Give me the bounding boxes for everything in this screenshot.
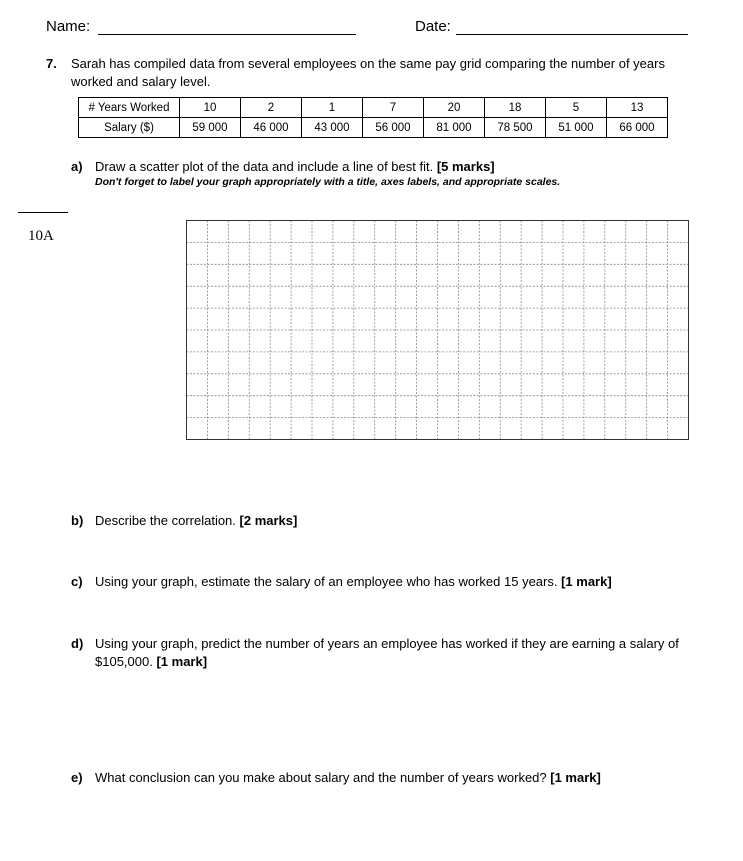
part-c-text: Using your graph, estimate the salary of an employee who has worked 15 years.: [95, 574, 558, 589]
row-label-years: # Years Worked: [79, 98, 180, 118]
years-cell: 1: [302, 98, 363, 118]
years-cell: 13: [607, 98, 668, 118]
salary-cell: 46 000: [241, 118, 302, 138]
salary-cell: 51 000: [546, 118, 607, 138]
margin-code: 10A: [28, 228, 54, 244]
part-c-label: c): [71, 574, 83, 589]
salary-cell: 66 000: [607, 118, 668, 138]
part-e-marks: [1 mark]: [550, 770, 601, 785]
date-blank-line[interactable]: [456, 34, 688, 35]
salary-cell: 43 000: [302, 118, 363, 138]
part-b-text: Describe the correlation.: [95, 513, 236, 528]
margin-score-line: [18, 212, 68, 213]
years-cell: 5: [546, 98, 607, 118]
part-e-label: e): [71, 770, 83, 785]
question-text-line1: Sarah has compiled data from several employees on the same pay grid comparing the number of years: [71, 56, 665, 71]
part-b: [71, 512, 297, 530]
table-row-salary: [79, 118, 668, 138]
part-e-text: What conclusion can you make about salary and the number of years worked?: [95, 770, 547, 785]
data-table: [78, 97, 668, 138]
part-d-text-line1: Using your graph, predict the number of years an employee has worked if they are earning a salary of: [95, 636, 679, 651]
salary-cell: 78 500: [485, 118, 546, 138]
part-a-marks: [5 marks]: [436, 159, 495, 174]
salary-cell: 56 000: [363, 118, 424, 138]
years-cell: 7: [363, 98, 424, 118]
part-a-note: Don't forget to label your graph appropriately with a title, axes labels, and appropriate scales.: [95, 176, 561, 188]
table-row-years: [79, 98, 668, 118]
name-label: Name:: [46, 18, 91, 35]
part-b-marks: [2 marks]: [239, 513, 298, 528]
salary-cell: 81 000: [424, 118, 485, 138]
years-cell: 10: [180, 98, 241, 118]
years-cell: 20: [424, 98, 485, 118]
question-number: 7.: [46, 56, 57, 71]
part-c: [71, 573, 612, 591]
years-cell: 18: [485, 98, 546, 118]
question-text-line2: worked and salary level.: [71, 74, 211, 89]
part-a-label: a): [71, 159, 83, 174]
part-b-label: b): [71, 513, 84, 528]
part-d-label: d): [71, 636, 84, 651]
graph-paper-grid[interactable]: [186, 220, 689, 440]
part-d: [71, 635, 679, 653]
years-cell: 2: [241, 98, 302, 118]
part-e: [71, 769, 601, 787]
part-d-line2: [95, 653, 207, 671]
salary-cell: 59 000: [180, 118, 241, 138]
date-label: Date:: [415, 18, 451, 35]
part-a: [71, 158, 495, 176]
part-d-text-line2: $105,000.: [95, 654, 153, 669]
part-c-marks: [1 mark]: [561, 574, 612, 589]
name-blank-line[interactable]: [98, 34, 356, 35]
part-d-marks: [1 mark]: [156, 654, 208, 669]
part-a-text: Draw a scatter plot of the data and include a line of best fit.: [95, 159, 434, 174]
row-label-salary: Salary ($): [79, 118, 180, 138]
